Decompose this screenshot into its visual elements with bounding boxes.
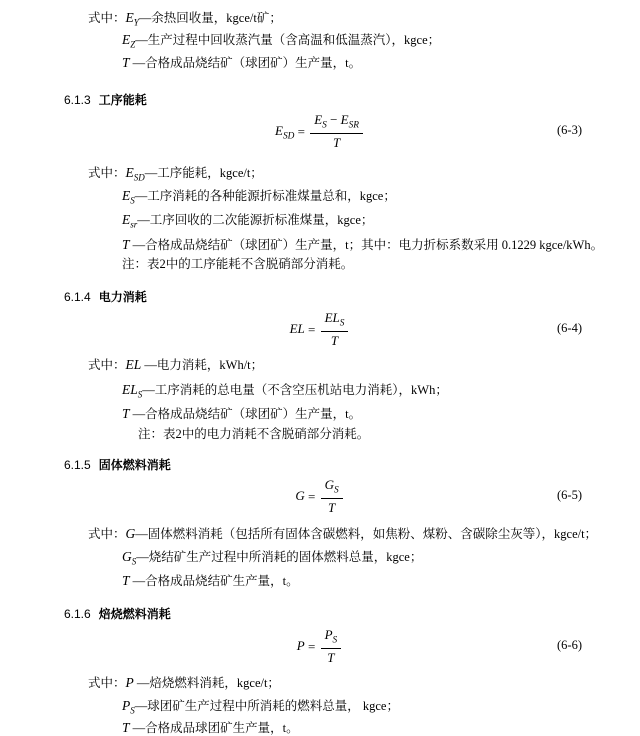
section-note: 注：表2中的工序能耗不含脱硝部分消耗。 — [122, 257, 354, 271]
equation-6-5: G = $\frac{G_S}{T}$ (6-5) — [295, 477, 582, 516]
definition-label: 式中： — [88, 166, 126, 180]
definition-line: T —合格成品烧结矿（球团矿）生产量，t。 — [122, 55, 362, 70]
definition-line: $E_Z—$生产过程中回收蒸汽量（含高温和低温蒸汽），kgce； — [122, 32, 441, 50]
equation-6-3: $E_{SD}$ = $\frac{E_S - E_{SR}}{T}$ (6-3) — [274, 112, 582, 151]
equation-number: (6-5) — [557, 488, 582, 502]
section-title: 固体燃料消耗 — [98, 458, 171, 472]
definition-line: $E_{sr}—$工序回收的二次能源折标准煤量，kgce； — [122, 212, 374, 230]
equation-6-4: EL = $\frac{EL_S}{T}$ (6-4) — [289, 310, 582, 349]
section-title: 工序能耗 — [98, 93, 147, 107]
definition-line: T —合格成品烧结矿（球团矿）生产量，t。 — [122, 406, 362, 421]
definition-line: $P_S—$球团矿生产过程中所消耗的燃料总量， kgce； — [122, 698, 399, 716]
definition-line: $E_S—$工序消耗的各种能源折标准煤量总和，kgce； — [122, 188, 396, 206]
section-title: 焙烧燃料消耗 — [98, 607, 171, 621]
equation-6-6: P = $\frac{P_S}{T}$ (6-6) — [296, 627, 582, 666]
section-heading-613 — [64, 91, 147, 108]
definition-line: $EL_S—$工序消耗的总电量（不含空压机站电力消耗），kWh； — [122, 382, 448, 400]
definition-line: 式中：P —焙烧燃料消耗，kgce/t； — [88, 675, 280, 690]
definition-label: 式中： — [88, 676, 126, 690]
definition-label: 式中： — [88, 358, 126, 372]
definition-line: 式中：$E_{SD}—$工序能耗，kgce/t； — [88, 165, 263, 183]
definition-line: 式中：$E_Y—$余热回收量，kgce/t矿； — [88, 10, 282, 28]
definition-line: T —合格成品烧结矿（球团矿）生产量，t；其中：电力折标系数采用 0.1229 kgce/kWh。 — [122, 237, 604, 252]
definition-line: $G_S—$烧结矿生产过程中所消耗的固体燃料总量，kgce； — [122, 549, 423, 567]
section-heading-614 — [64, 288, 147, 305]
section-title: 电力消耗 — [98, 290, 147, 304]
section-number: 6.1.4 — [64, 290, 91, 304]
definition-label: 式中： — [88, 527, 126, 541]
section-note: 注：表2中的电力消耗不含脱硝部分消耗。 — [138, 427, 370, 441]
equation-number: (6-3) — [557, 123, 582, 137]
section-number: 6.1.6 — [64, 607, 91, 621]
definition-line: 式中：G—固体燃料消耗（包括所有固体含碳燃料，如焦粉、煤粉、含碳除尘灰等），kgce/t； — [88, 526, 598, 541]
section-number: 6.1.5 — [64, 458, 91, 472]
definition-line: T —合格成品球团矿生产量，t。 — [122, 720, 299, 735]
definition-line: T —合格成品烧结矿生产量，t。 — [122, 573, 299, 588]
section-heading-616 — [64, 605, 171, 622]
definition-line: 式中：EL —电力消耗，kWh/t； — [88, 357, 264, 372]
section-number: 6.1.3 — [64, 93, 91, 107]
equation-number: (6-6) — [557, 638, 582, 652]
definition-label: 式中： — [88, 11, 126, 25]
section-heading-615 — [64, 456, 171, 473]
equation-number: (6-4) — [557, 321, 582, 335]
